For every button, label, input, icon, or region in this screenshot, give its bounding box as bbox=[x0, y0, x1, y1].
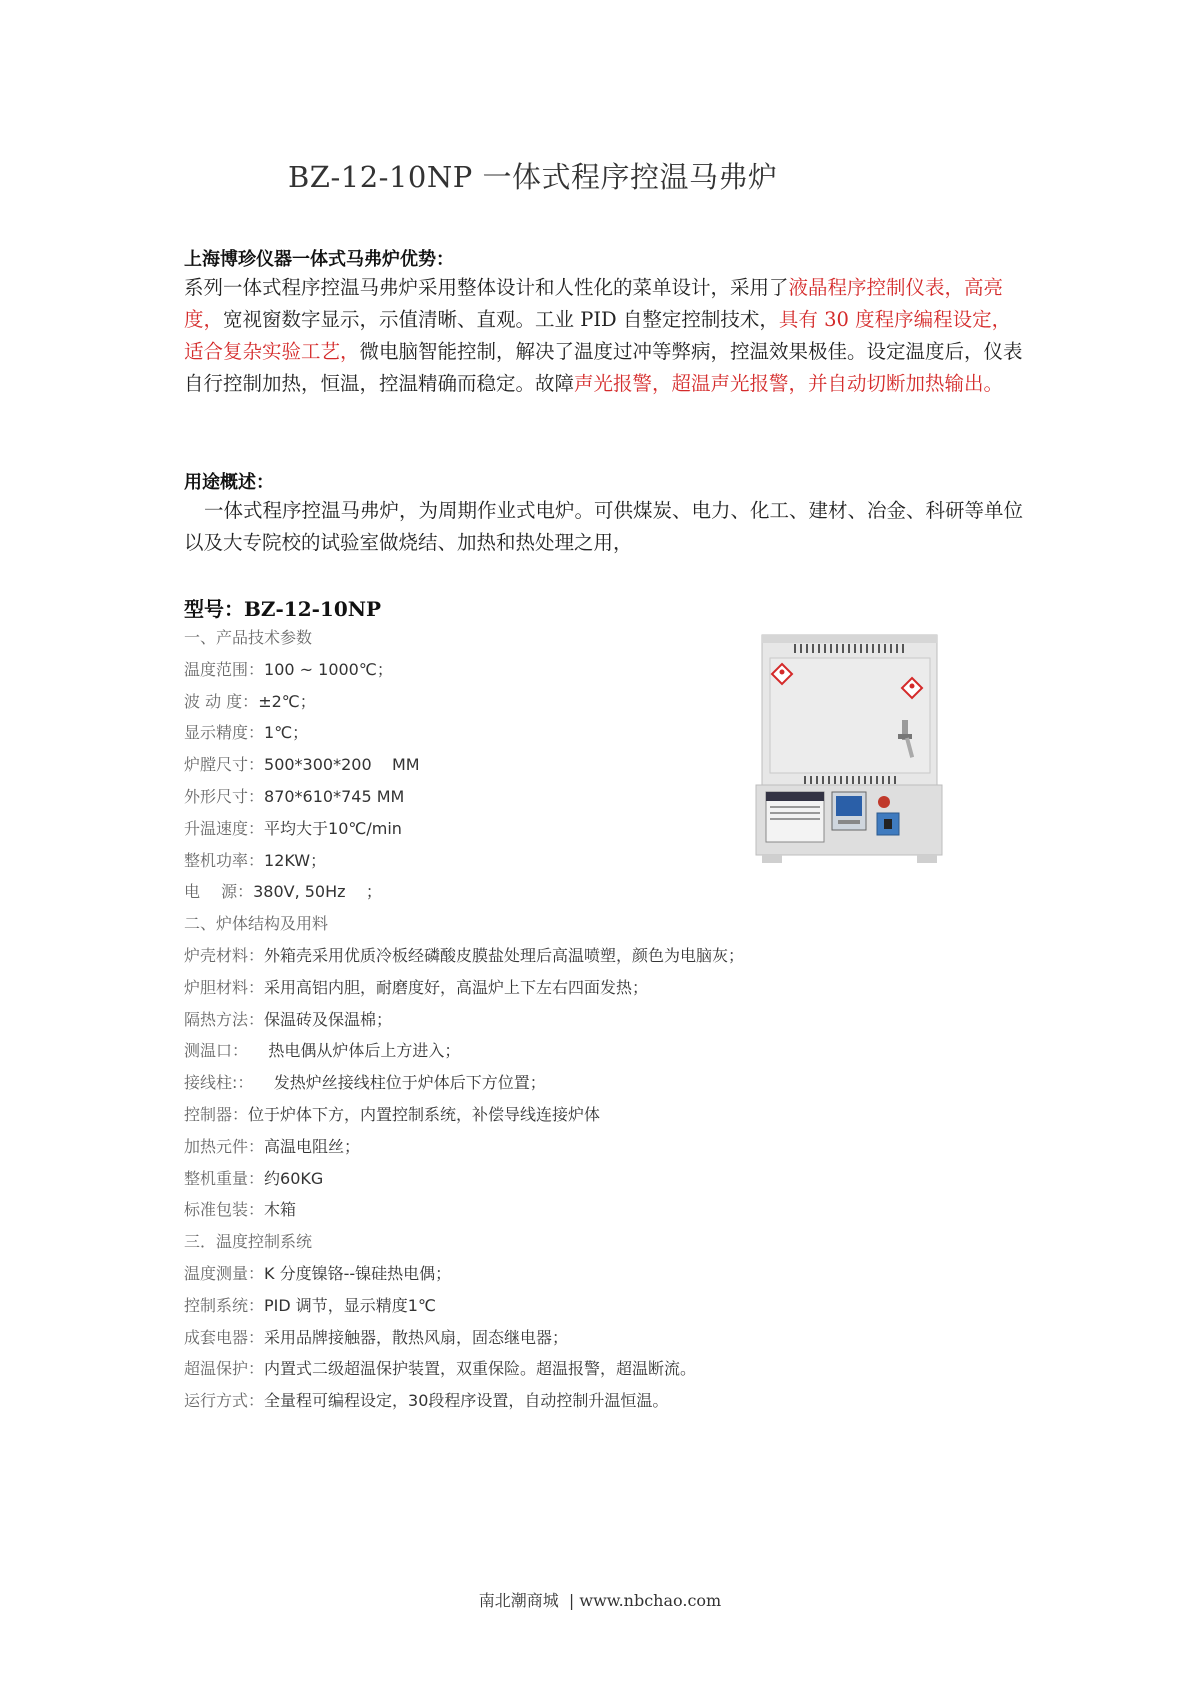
spec-key: 隔热方法： bbox=[184, 1009, 265, 1029]
spec-key: 成套电器： bbox=[184, 1327, 265, 1347]
spec-row bbox=[184, 686, 744, 718]
controller-display-icon bbox=[832, 792, 866, 830]
spec-value: PID 调节，显示精度1℃ bbox=[264, 1295, 436, 1315]
spec-row bbox=[184, 1035, 744, 1067]
usage-paragraph: 一体式程序控温马弗炉，为周期作业式电炉。可供煤炭、电力、化工、建材、冶金、科研等单位以及大专院校的试验室做烧结、加热和热处理之用， bbox=[184, 499, 1024, 554]
spec-key: 控制器： bbox=[184, 1104, 249, 1124]
spec-key: 波 动 度： bbox=[184, 691, 259, 711]
spec-row bbox=[184, 781, 744, 813]
spec-row bbox=[184, 940, 744, 972]
spec-row bbox=[184, 1163, 744, 1195]
spec-list bbox=[184, 622, 744, 1417]
advantages-segment: 微电脑智能控制，解决了温度过冲等弊病，控温效果极佳。设定温度后，仪表自行控制加热，恒温，控温精确而稳定。故障 bbox=[184, 340, 1023, 395]
spec-value: 外箱壳采用优质冷板经磷酸皮膜盐处理后高温喷塑，颜色为电脑灰； bbox=[264, 945, 745, 965]
spec-key: 超温保护： bbox=[184, 1359, 265, 1379]
spec-row bbox=[184, 717, 744, 749]
spec-key: 控制系统： bbox=[184, 1295, 265, 1315]
spec-row bbox=[184, 1226, 744, 1258]
spec-key: 二、炉体结构及用料 bbox=[184, 914, 329, 934]
spec-row bbox=[184, 1194, 744, 1226]
spec-key: 外形尺寸： bbox=[184, 786, 265, 806]
spec-row bbox=[184, 1258, 744, 1290]
spec-row bbox=[184, 972, 744, 1004]
spec-row bbox=[184, 622, 744, 654]
spec-value: ±2℃； bbox=[258, 691, 316, 711]
spec-row bbox=[184, 845, 744, 877]
spec-row bbox=[184, 1385, 744, 1417]
spec-value: K 分度镍铬--镍硅热电偶； bbox=[264, 1263, 452, 1283]
spec-row bbox=[184, 813, 744, 845]
advantages-segment: 宽视窗数字显示，示值清晰、直观。工业 PID 自整定控制技术， bbox=[223, 308, 779, 331]
spec-value: 全量程可编程设定，30段程序设置，自动控制升温恒温。 bbox=[264, 1391, 669, 1411]
furnace-photo bbox=[752, 620, 947, 890]
advantages-segment: 系列一体式程序控温马弗炉采用整体设计和人性化的菜单设计，采用了 bbox=[184, 276, 789, 299]
spec-value: 100 ~ 1000℃； bbox=[264, 659, 393, 679]
spec-key: 整机功率： bbox=[184, 850, 265, 870]
spec-value: 内置式二级超温保护装置，双重保险。超温报警，超温断流。 bbox=[264, 1359, 697, 1379]
spec-row bbox=[184, 749, 744, 781]
spec-row bbox=[184, 1131, 744, 1163]
spec-value: 采用高铝内胆，耐磨度好，高温炉上下左右四面发热； bbox=[264, 977, 649, 997]
spec-row bbox=[184, 876, 744, 908]
spec-value: 热电偶从炉体后上方进入； bbox=[248, 1041, 461, 1061]
advantages-heading: 上海博珍仪器一体式马弗炉优势： bbox=[184, 249, 454, 270]
advantages-segment-highlight: 液晶程序控制仪表，高亮度， bbox=[184, 276, 1004, 331]
spec-value: 木箱 bbox=[264, 1200, 297, 1220]
spec-value: 位于炉体下方，内置控制系统，补偿导线连接炉体 bbox=[248, 1104, 601, 1124]
spec-key: 显示精度： bbox=[184, 723, 265, 743]
spec-value: 12KW； bbox=[264, 850, 327, 870]
spec-key: 炉膛尺寸： bbox=[184, 755, 265, 775]
spec-key: 接线柱:： bbox=[184, 1073, 254, 1093]
model-number: 型号：BZ-12-10NP bbox=[184, 597, 382, 621]
spec-key: 三．温度控制系统 bbox=[184, 1232, 313, 1252]
spec-value: 高温电阻丝； bbox=[264, 1136, 361, 1156]
spec-value: 采用品牌接触器，散热风扇，固态继电器； bbox=[264, 1327, 569, 1347]
spec-key: 温度测量： bbox=[184, 1263, 265, 1283]
advantages-segment-highlight: 声光报警，超温声光报警，并自动切断加热输出。 bbox=[574, 372, 1004, 395]
spec-value: 平均大于10℃/min bbox=[264, 818, 402, 838]
spec-row bbox=[184, 1099, 744, 1131]
spec-key: 温度范围： bbox=[184, 659, 265, 679]
spec-key: 运行方式： bbox=[184, 1391, 265, 1411]
spec-key: 标准包装： bbox=[184, 1200, 265, 1220]
spec-key: 升温速度： bbox=[184, 818, 265, 838]
spec-row bbox=[184, 1322, 744, 1354]
spec-key: 一、产品技术参数 bbox=[184, 628, 313, 647]
usage-heading: 用途概述： bbox=[184, 472, 274, 493]
spec-key: 电 源： bbox=[184, 882, 254, 902]
spec-row bbox=[184, 654, 744, 686]
spec-key: 炉胆材料： bbox=[184, 977, 265, 997]
spec-value: 500*300*200 MM bbox=[264, 755, 420, 775]
page-title: BZ-12-10NP 一体式程序控温马弗炉 bbox=[288, 160, 778, 194]
spec-value: 约60KG bbox=[264, 1168, 324, 1188]
page-footer: 南北潮商城 | www.nbchao.com bbox=[478, 1591, 722, 1610]
spec-value: 870*610*745 MM bbox=[264, 786, 405, 806]
spec-value: 发热炉丝接线柱位于炉体后下方位置； bbox=[253, 1073, 546, 1093]
advantages-segment-highlight: 具有 30 度程序编程设定，适合复杂实验工艺， bbox=[184, 308, 1012, 363]
spec-value: 380V, 50Hz ； bbox=[253, 882, 382, 902]
spec-row bbox=[184, 1067, 744, 1099]
spec-row bbox=[184, 1353, 744, 1385]
spec-row bbox=[184, 908, 744, 940]
spec-key: 加热元件： bbox=[184, 1136, 265, 1156]
advantages-paragraph bbox=[184, 272, 1029, 400]
spec-row bbox=[184, 1290, 744, 1322]
spec-key: 测温口： bbox=[184, 1041, 249, 1061]
spec-value: 1℃； bbox=[264, 723, 309, 743]
spec-value: 保温砖及保温棉； bbox=[264, 1009, 393, 1029]
spec-key: 整机重量： bbox=[184, 1168, 265, 1188]
spec-row bbox=[184, 1004, 744, 1036]
spec-key: 炉壳材料： bbox=[184, 945, 265, 965]
